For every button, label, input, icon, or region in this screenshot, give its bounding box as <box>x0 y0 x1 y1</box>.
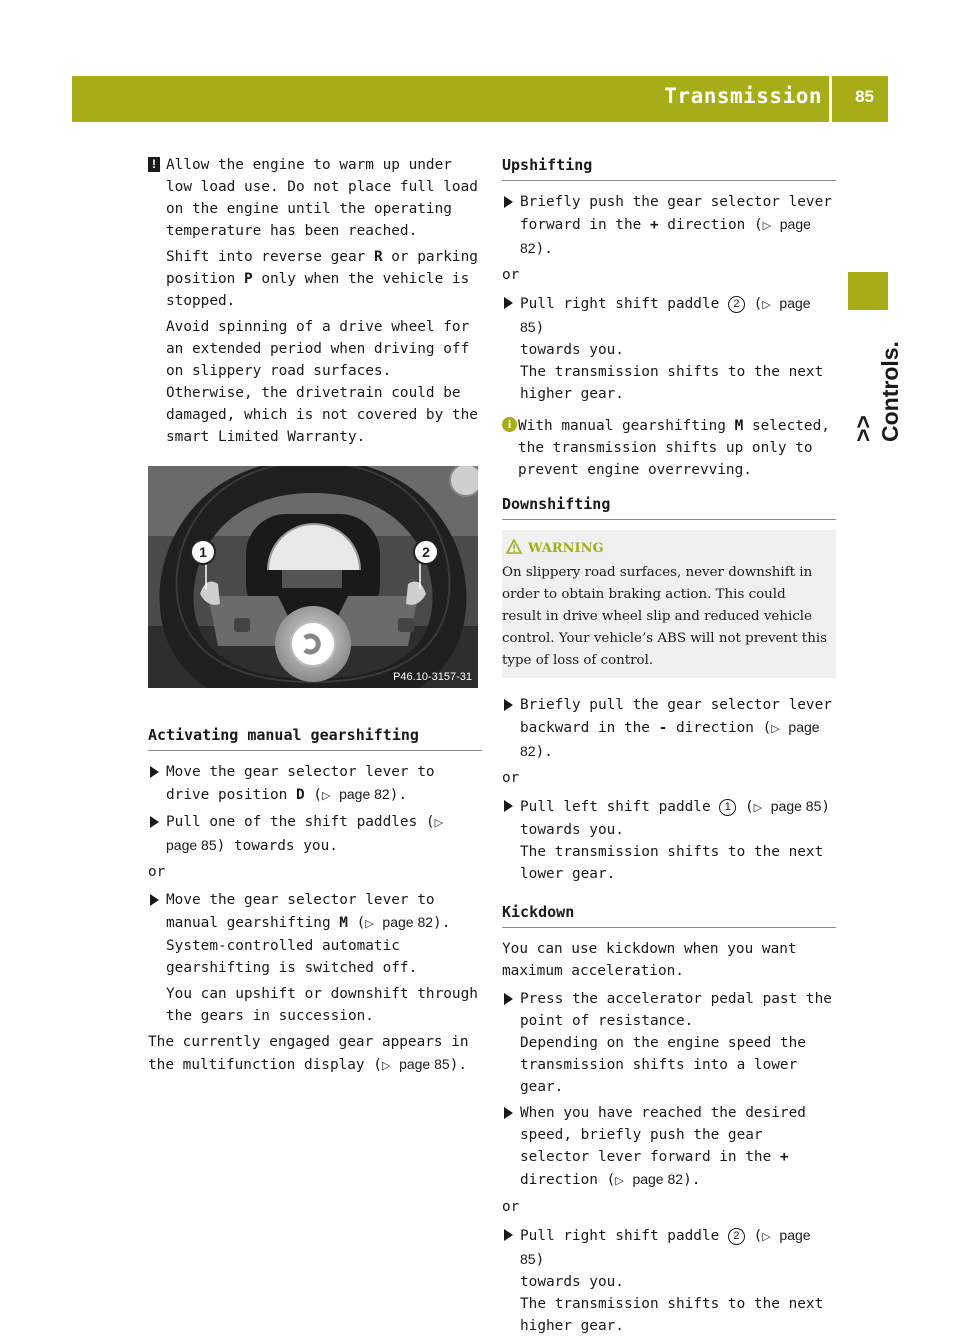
step-arrow-icon <box>504 1107 513 1119</box>
or-separator: or <box>502 770 520 786</box>
step-arrow-icon <box>504 1229 513 1241</box>
step-upshift-1: Briefly push the gear selector lever forward in the + direction (▷ page 82). <box>502 191 836 260</box>
step-arrow-icon <box>504 993 513 1005</box>
step-activating-2: Pull one of the shift paddles (▷ page 85) towards you. <box>148 811 482 857</box>
closing-text: The currently engaged gear appears in the multifunction display (▷ page 85). <box>148 1034 469 1073</box>
step-arrow-icon <box>150 816 159 828</box>
page-ref-arrow-icon: ▷ <box>762 1230 771 1243</box>
step-activating-1: Move the gear selector lever to drive position D (▷ page 82). <box>148 761 482 807</box>
step-arrow-icon <box>150 894 159 906</box>
info-icon: i <box>502 417 517 432</box>
callout-number-icon: 1 <box>719 799 736 816</box>
heading-activating-manual: Activating manual gearshifting <box>148 724 482 751</box>
page-ref-arrow-icon: ▷ <box>381 1059 391 1072</box>
page-ref-arrow-icon: ▷ <box>771 722 780 735</box>
step-arrow-icon <box>150 766 159 778</box>
caution-note <box>148 154 482 448</box>
page-ref-arrow-icon: ▷ <box>762 298 771 311</box>
heading-downshifting: Downshifting <box>502 493 836 520</box>
heading-upshifting: Upshifting <box>502 154 836 181</box>
callout-2: 2 <box>422 544 430 560</box>
header-divider <box>829 76 832 122</box>
step-upshift-2: Pull right shift paddle 2 (▷ page 85) towards you. The transmission shifts to the next higher gear. <box>502 292 836 405</box>
page-ref-arrow-icon: ▷ <box>321 789 331 802</box>
step-arrow-icon <box>504 196 513 208</box>
note-para-2: Shift into reverse gear R or parking position P only when the vehicle is stopped. <box>166 249 478 309</box>
exclamation-icon: ! <box>148 157 160 172</box>
or-separator: or <box>502 1199 520 1215</box>
figure-code: P46.10-3157-31 <box>393 671 472 683</box>
heading-kickdown: Kickdown <box>502 901 836 928</box>
section-tab-label: >> Controls. <box>850 341 903 442</box>
callout-number-icon: 2 <box>728 296 745 313</box>
page-number: 85 <box>855 87 874 106</box>
page-ref-arrow-icon: ▷ <box>615 1174 624 1187</box>
page-ref-arrow-icon: ▷ <box>365 917 374 930</box>
step-arrow-icon <box>504 699 513 711</box>
step-kickdown-2: When you have reached the desired speed, briefly push the gear selector lever forward in the + direction (▷ page 82). <box>502 1102 836 1192</box>
or-separator: or <box>502 267 520 283</box>
note-para-1: Allow the engine to warm up under low load use. Do not place full load on the engine until the operating temperature has been reached. <box>166 157 478 239</box>
step-kickdown-3: Pull right shift paddle 2 (▷ page 85) towards you. The transmission shifts to the next higher gear. <box>502 1224 836 1337</box>
callout-1: 1 <box>199 544 207 560</box>
steering-wheel-illustration <box>148 466 478 688</box>
right-column <box>502 154 836 1341</box>
step-activating-3: Move the gear selector lever to manual gearshifting M (▷ page 82). System-controlled automatic gearshifting is switched off. You can upshift or downshift through the gears in succession. <box>148 889 482 1027</box>
warning-triangle-icon <box>506 539 522 554</box>
page-ref-arrow-icon: ▷ <box>762 219 772 232</box>
page-header <box>72 76 888 122</box>
warning-header: WARNING <box>502 538 828 560</box>
side-tab-marker <box>848 272 888 310</box>
step-downshift-1: Briefly pull the gear selector lever backward in the - direction (▷ page 82). <box>502 694 836 763</box>
steering-wheel-figure <box>148 466 478 688</box>
kickdown-intro: You can use kickdown when you want maximum acceleration. <box>502 941 797 979</box>
chapter-title: Transmission <box>664 84 822 108</box>
or-separator: or <box>148 864 166 880</box>
step-downshift-2: Pull left shift paddle 1 (▷ page 85) towards you. The transmission shifts to the next lower gear. <box>502 795 836 885</box>
info-note: i With manual gearshifting M selected, the transmission shifts up only to prevent engine overrevving. <box>502 415 836 481</box>
step-arrow-icon <box>504 800 513 812</box>
step-kickdown-1: Press the accelerator pedal past the point of resistance. Depending on the engine speed the transmission shifts into a lower gear. <box>502 988 836 1098</box>
left-column <box>148 154 482 1077</box>
callout-number-icon: 2 <box>728 1228 745 1245</box>
step-arrow-icon <box>504 297 513 309</box>
warning-text: On slippery road surfaces, never downshift in order to obtain braking action. This could result in drive wheel slip and reduced vehicle control. Your vehicle’s ABS will not prevent this type of loss of control. <box>502 565 827 668</box>
page-ref-arrow-icon: ▷ <box>753 801 763 814</box>
warning-box <box>502 530 836 678</box>
page-ref-arrow-icon: ▷ <box>434 816 444 829</box>
note-para-3: Avoid spinning of a drive wheel for an extended period when driving off on slippery road surfaces. Otherwise, the drivetrain could be damaged, which is not covered by the smart Limited Warranty. <box>166 319 478 445</box>
